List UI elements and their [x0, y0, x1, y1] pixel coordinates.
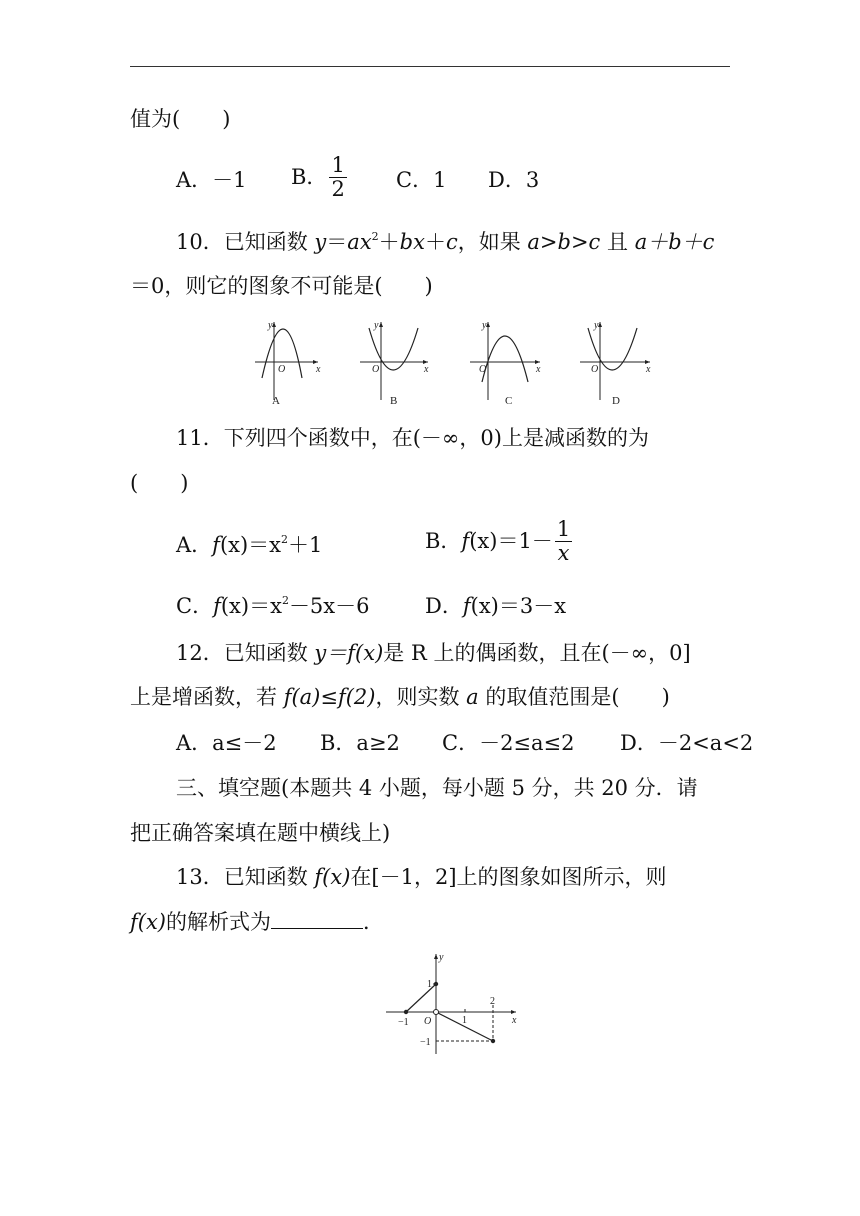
q13-tick-label-y1: 1 — [427, 979, 432, 990]
q10-line1: 10．已知函数 $y=ax^2+bx+c$，如果 a>b>c 且 a＋b＋c — [176, 230, 715, 254]
q11-option-d: D．f(x)＝3－x — [425, 594, 567, 618]
q11-option-c: C．$f(x)=x^2-5x-6$ — [176, 594, 370, 618]
q9-option-b-fraction: $\frac{1}{2}$ — [331, 153, 345, 202]
graph-d-origin: O — [591, 364, 599, 375]
q13-y-label: y — [439, 952, 444, 963]
q11-option-a: A．$f(x)=x^2+1$ — [176, 533, 323, 557]
q13-point-0-1 — [434, 982, 438, 986]
graph-d-y-label: y — [594, 320, 599, 331]
q10-line2: ＝0，则它的图象不可能是( ) — [130, 274, 433, 298]
q13-y-arrow — [434, 954, 438, 959]
graph-a-y-arrow — [272, 322, 276, 327]
q11-line2: ( ) — [130, 471, 189, 495]
q13-graph — [380, 950, 530, 1058]
q12-option-d: D．－2<a<2 — [620, 731, 754, 755]
q9-tail: 值为( ) — [130, 107, 231, 131]
q13-tick-label-1: 1 — [462, 1015, 467, 1026]
graph-a-caption: A — [272, 395, 280, 407]
graph-b-x-label: x — [424, 364, 429, 375]
q13-open-point-origin — [434, 1010, 439, 1015]
graph-c-parabola — [482, 336, 528, 382]
graph-d-x-label: x — [646, 364, 651, 375]
q12-line2: 上是增函数，若 f(a)≤f(2)，则实数 a 的取值范围是( ) — [130, 685, 670, 709]
q9-option-d: D．3 — [488, 168, 540, 192]
q9-option-b: B． $\frac{1}{2}$ — [291, 153, 345, 202]
q11-line1: 11．下列四个函数中，在(－∞，0)上是减函数的为 — [176, 426, 649, 450]
answer-blank[interactable] — [271, 912, 363, 929]
q11-option-b: B．f(x)＝1－ $\frac{1}{x}$ — [425, 517, 571, 566]
graph-d-caption: D — [612, 395, 620, 407]
q12-option-b: B．a≥2 — [320, 731, 400, 755]
q13-tick-label-2: 2 — [490, 996, 495, 1007]
q12-option-c: C．－2≤a≤2 — [442, 731, 575, 755]
q13-tick-label-y-neg1: −1 — [420, 1037, 431, 1048]
graph-a-origin: O — [278, 364, 286, 375]
graph-b-origin: O — [372, 364, 380, 375]
q13-point-neg1 — [404, 1010, 408, 1014]
q13-origin: O — [424, 1016, 432, 1027]
graph-b-y-label: y — [374, 320, 379, 331]
q13-line1: 13．已知函数 f(x)在[－1，2]上的图象如图所示，则 — [176, 865, 667, 889]
section3-line1: 三、填空题(本题共 4 小题，每小题 5 分，共 20 分．请 — [176, 776, 698, 800]
q11-option-b-fraction: $\frac{1}{x}$ — [556, 517, 571, 566]
q10-graphs — [250, 316, 670, 408]
q9-option-a: A．－1 — [176, 168, 247, 192]
graph-a-y-label: y — [268, 320, 273, 331]
q12-line1: 12．已知函数 y＝f(x)是 R 上的偶函数，且在(－∞，0] — [176, 641, 691, 665]
section3-line2: 把正确答案填在题中横线上) — [130, 821, 391, 845]
q13-line2: f(x)的解析式为 ． — [130, 910, 385, 934]
graph-c-caption: C — [505, 395, 513, 407]
graph-c-x-label: x — [536, 364, 541, 375]
q13-point-2-neg1 — [491, 1039, 495, 1043]
graph-c-y-label: y — [482, 320, 487, 331]
q13-x-arrow — [511, 1010, 516, 1014]
graph-d-y-arrow — [598, 322, 602, 327]
top-rule — [130, 66, 730, 67]
graph-b-y-arrow — [379, 322, 383, 327]
q12-option-a: A．a≤－2 — [176, 731, 277, 755]
q9-option-c: C．1 — [396, 168, 447, 192]
graph-b-caption: B — [390, 395, 398, 407]
q13-tick-label-neg1: −1 — [398, 1017, 409, 1028]
graph-a-x-label: x — [316, 364, 321, 375]
graph-c-origin: O — [479, 364, 487, 375]
q13-x-label: x — [512, 1015, 517, 1026]
graph-c-y-arrow — [486, 322, 490, 327]
